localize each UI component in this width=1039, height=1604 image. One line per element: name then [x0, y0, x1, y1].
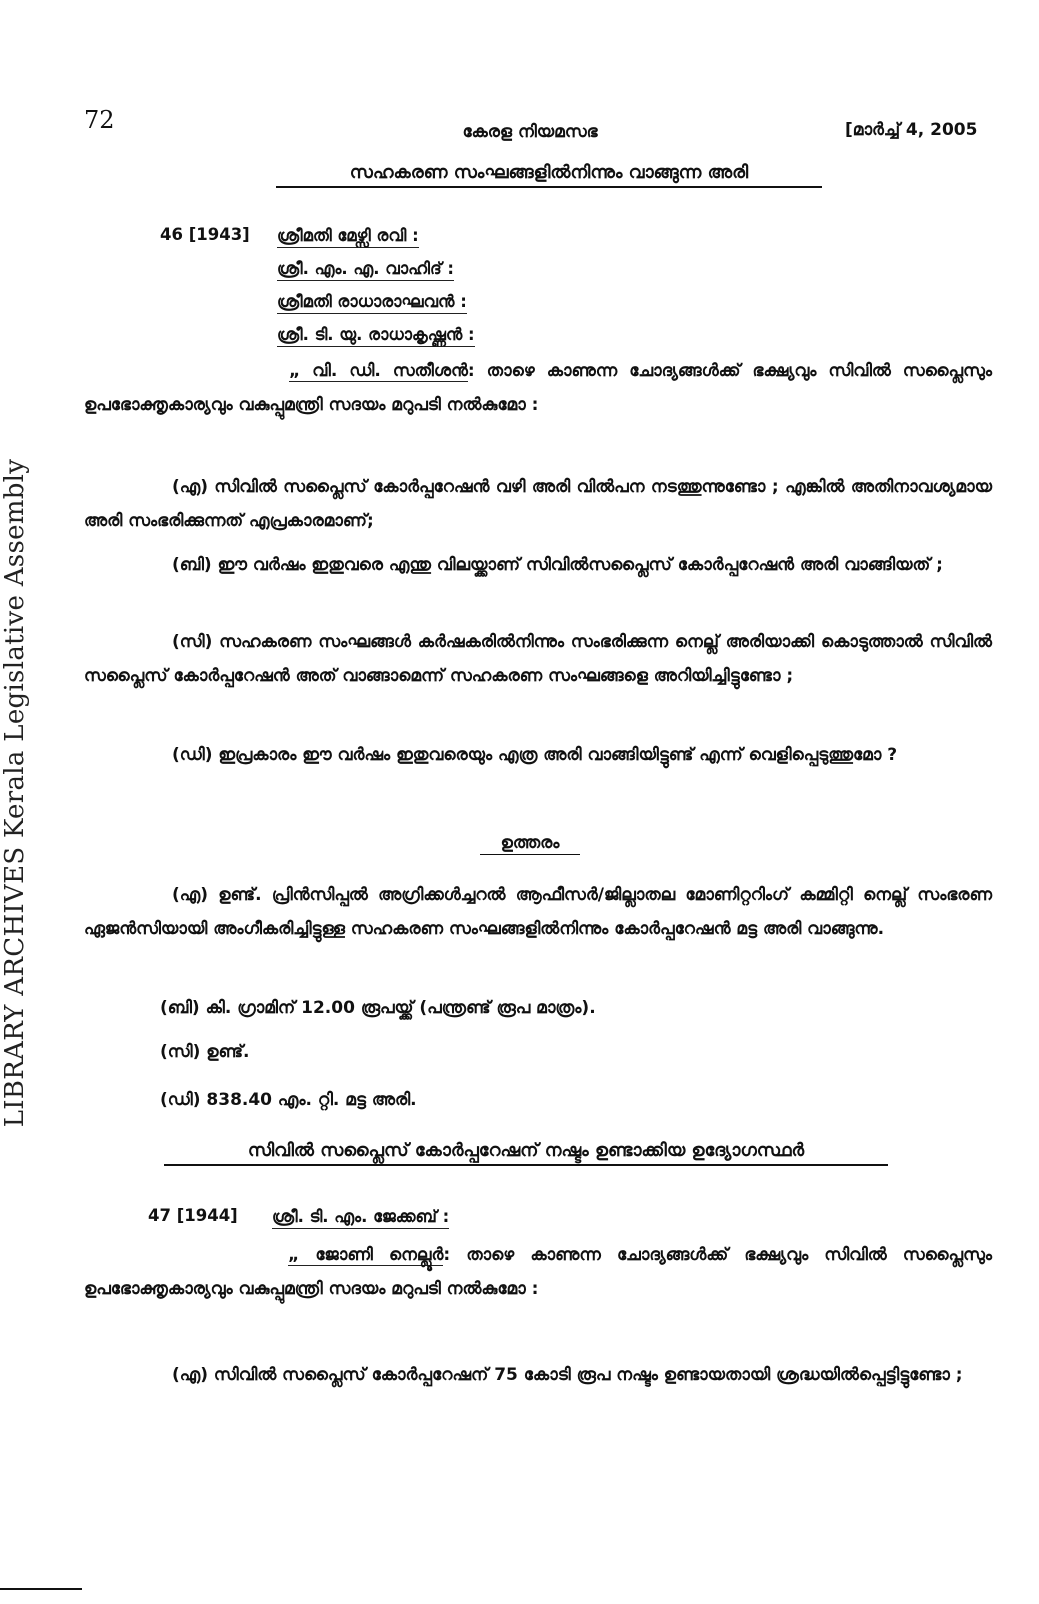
member-name: ശ്രീ. എം. എ. വാഹിദ് :	[277, 259, 454, 281]
answer-46-part-a: (എ) ഉണ്ട്. പ്രിൻസിപ്പൽ അഗ്രിക്കൾച്ചറൽ ആഫീസർ/ജില്ലാതല മോണിറ്ററിംഗ് കമ്മിറ്റി നെല്ല് സംഭരണ ഏജൻസിയായി അംഗീകരിച്ചിട്ടുള്ള സഹകരണ സംഘങ്ങളിൽനിന്നും കോർപ്പറേഷൻ മട്ട അരി വാങ്ങുന്നു.	[84, 885, 992, 939]
question-47-intro	[84, 1238, 992, 1306]
question-46-number: 46 [1943]	[160, 225, 250, 244]
library-archives-watermark: LIBRARY ARCHIVES Kerala Legislative Assembly	[0, 458, 30, 1128]
answer-46-part-d: (ഡി) 838.40 എം. റ്റി. മട്ട അരി.	[160, 1090, 417, 1110]
question-47-number: 47 [1944]	[148, 1206, 238, 1225]
member-name: ശ്രീമതി രാധാരാഘവൻ :	[277, 292, 467, 314]
question-46-intro	[84, 354, 992, 422]
answer-46-part-c: (സി) ഉണ്ട്.	[160, 1042, 250, 1062]
question-47-part-a: (എ) സിവിൽ സപ്ലൈസ് കോർപ്പറേഷന് 75 കോടി രൂപ നഷ്ടം ഉണ്ടായതായി ശ്രദ്ധയിൽപ്പെട്ടിട്ടുണ്ടോ ;	[172, 1365, 963, 1385]
question-46-part-b: (ബി) ഈ വർഷം ഇതുവരെ എന്തു വിലയ്ക്കാണ് സിവിൽസപ്ലൈസ് കോർപ്പറേഷൻ അരി വാങ്ങിയത് ;	[172, 555, 943, 575]
question-46-part-c: (സി) സഹകരണ സംഘങ്ങൾ കർഷകരിൽനിന്നും സംഭരിക്കുന്ന നെല്ല് അരിയാക്കി കൊടുത്താൽ സിവിൽ സപ്ലൈസ് കോർപ്പറേഷൻ അത് വാങ്ങാമെന്ന് സഹകരണ സംഘങ്ങളെ അറിയിച്ചിട്ടുണ്ടോ ;	[84, 632, 992, 686]
member-name: ശ്രീമതി മേഴ്സി രവി :	[277, 226, 419, 248]
page-header	[0, 0, 1039, 150]
member-name: ശ്രീ. ടി. യു. രാധാകൃഷ്ണൻ :	[277, 325, 475, 347]
member-name: ശ്രീ. ടി. എം. ജേക്കബ് :	[272, 1207, 449, 1229]
question-46-part-d: (ഡി) ഇപ്രകാരം ഈ വർഷം ഇതുവരെയും എത്ര അരി വാങ്ങിയിട്ടുണ്ട് എന്ന് വെളിപ്പെടുത്തുമോ ?	[172, 745, 898, 765]
page-number: 72	[84, 106, 115, 134]
question-46-part-a: (എ) സിവിൽ സപ്ലൈസ് കോർപ്പറേഷൻ വഴി അരി വിൽപന നടത്തുന്നുണ്ടോ ; എങ്കിൽ അതിനാവശ്യമായ അരി സംഭരിക്കുന്നത് എപ്രകാരമാണ്;	[84, 477, 992, 531]
lead-member-name: „ ജോണി നെല്ലൂർ	[288, 1245, 444, 1265]
header-title: കേരള നിയമസഭ	[462, 122, 598, 142]
header-date: [മാർച്ച് 4, 2005	[845, 120, 978, 140]
question-46-heading: സഹകരണ സംഘങ്ങളിൽനിന്നും വാങ്ങുന്ന അരി	[276, 162, 822, 188]
answer-heading: ഉത്തരം	[480, 833, 580, 855]
footer-rule	[0, 1588, 82, 1590]
lead-member-name: „ വി. ഡി. സതീശൻ	[289, 361, 468, 381]
question-47-heading: സിവിൽ സപ്ലൈസ് കോർപ്പറേഷന് നഷ്ടം ഉണ്ടാക്കിയ ഉദ്യോഗസ്ഥർ	[164, 1140, 888, 1166]
question-intro-text: : താഴെ കാണുന്ന ചോദ്യങ്ങൾക്ക് ഭക്ഷ്യവും സിവിൽ സപ്ലൈസും ഉപഭോക്തൃകാര്യവും വകുപ്പുമന്ത്രി സദയം മറുപടി നൽകുമോ :	[84, 361, 992, 415]
question-intro-text: : താഴെ കാണുന്ന ചോദ്യങ്ങൾക്ക് ഭക്ഷ്യവും സിവിൽ സപ്ലൈസും ഉപഭോക്തൃകാര്യവും വകുപ്പുമന്ത്രി സദയം മറുപടി നൽകുമോ :	[84, 1245, 993, 1299]
answer-46-part-b: (ബി) കി. ഗ്രാമിന് 12.00 രൂപയ്ക്ക് (പന്ത്രണ്ട് രൂപ മാത്രം).	[160, 998, 596, 1018]
